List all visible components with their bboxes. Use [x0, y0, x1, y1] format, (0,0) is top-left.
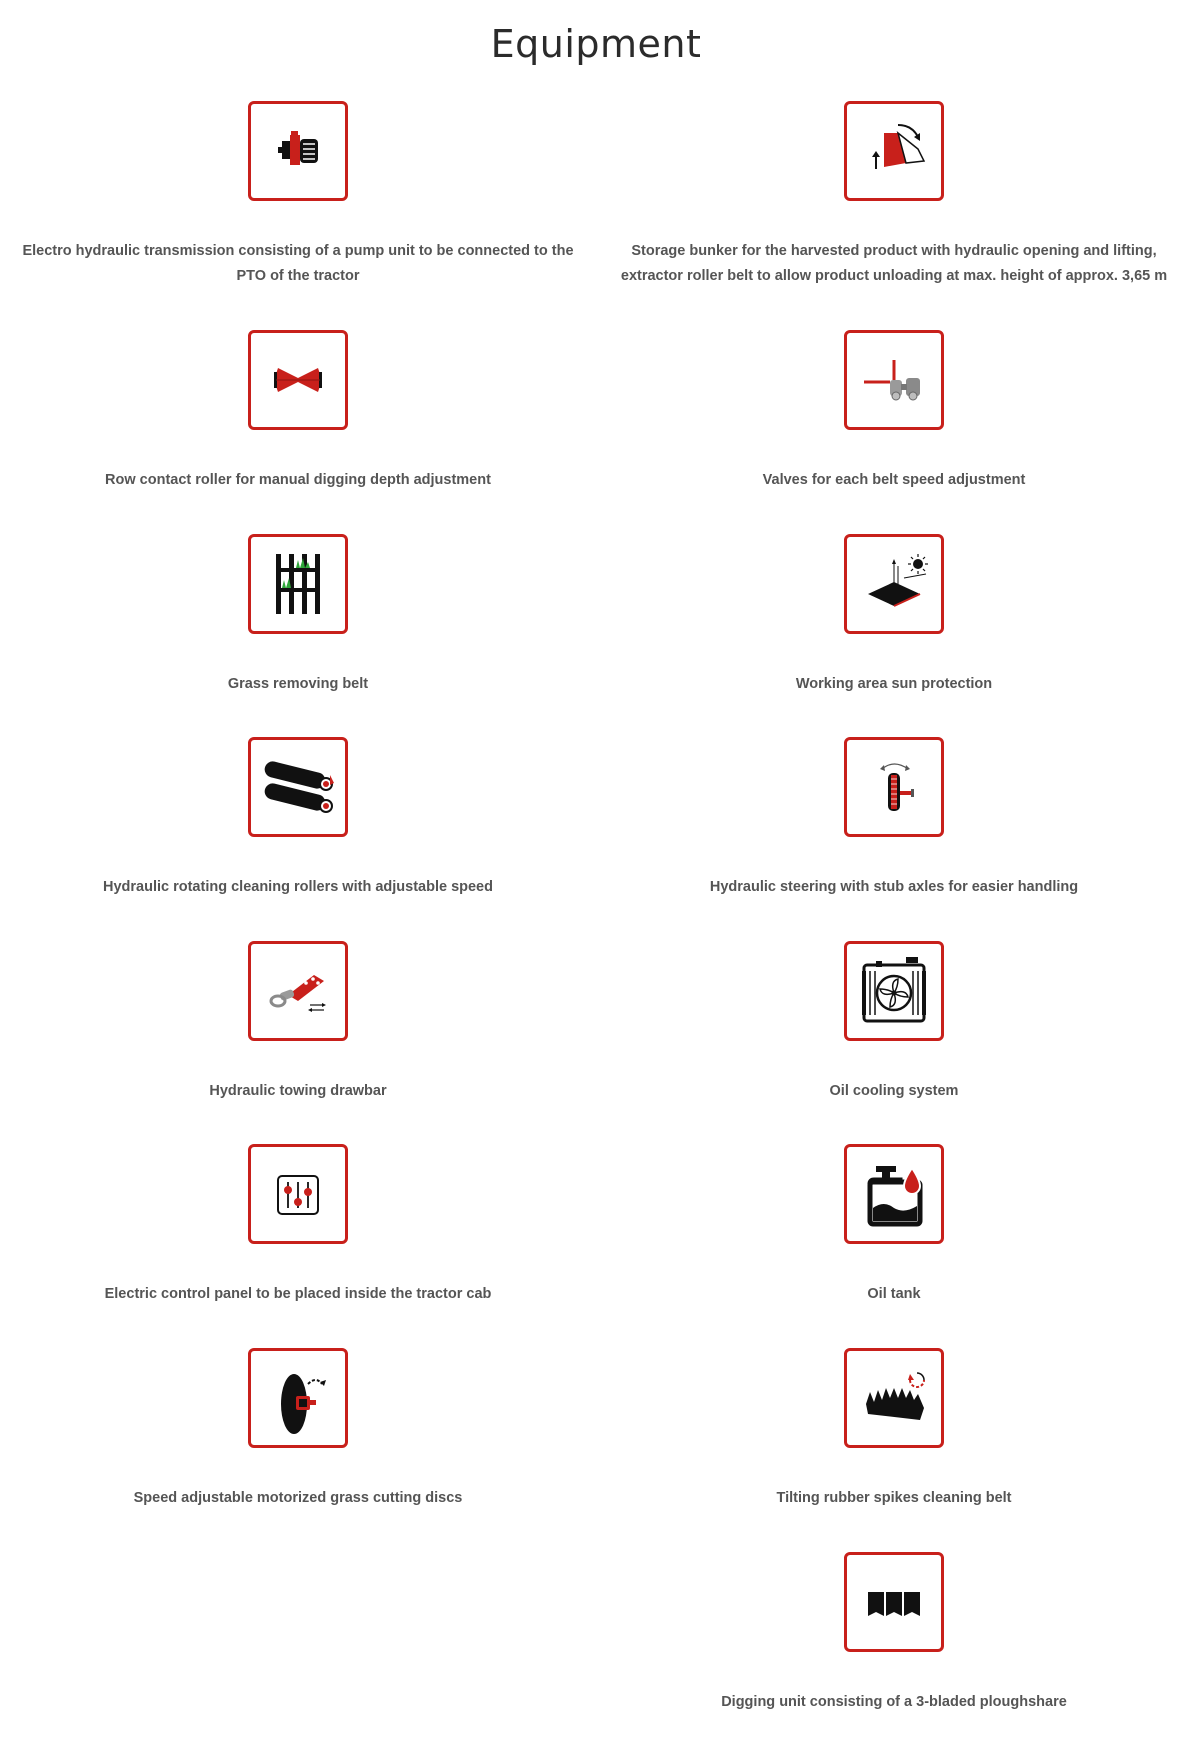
cutting-disc-icon: [248, 1348, 348, 1448]
equipment-item-drawbar: [0, 941, 596, 1104]
equipment-item-valves: [596, 330, 1192, 493]
equipment-item-oil-cooling: [596, 941, 1192, 1104]
equipment-item-cutting-discs: [0, 1348, 596, 1511]
equipment-item-oil-tank: [596, 1144, 1192, 1307]
sun-protection-icon: [844, 534, 944, 634]
equipment-caption: Hydraulic towing drawbar: [209, 1083, 387, 1099]
equipment-caption: Valves for each belt speed adjustment: [762, 472, 1026, 488]
equipment-caption: Hydraulic steering with stub axles for easier handling: [709, 879, 1079, 895]
contact-roller-icon: [248, 330, 348, 430]
equipment-item-spikes-belt: [596, 1348, 1192, 1511]
equipment-item-grass-belt: [0, 534, 596, 697]
equipment-caption: Oil cooling system: [829, 1083, 959, 1099]
equipment-caption: Electric control panel to be placed inside the tractor cab: [104, 1286, 492, 1302]
oil-tank-icon: [844, 1144, 944, 1244]
oil-cooler-icon: [844, 941, 944, 1041]
spikes-belt-icon: [844, 1348, 944, 1448]
towing-drawbar-icon: [248, 941, 348, 1041]
cleaning-rollers-icon: [248, 737, 348, 837]
equipment-item-roller: [0, 330, 596, 493]
steering-axle-icon: [844, 737, 944, 837]
equipment-item-control-panel: [0, 1144, 596, 1307]
equipment-caption: Hydraulic rotating cleaning rollers with adjustable speed: [103, 879, 493, 895]
equipment-caption: Tilting rubber spikes cleaning belt: [776, 1490, 1012, 1506]
equipment-caption: Electro hydraulic transmission consisting of a pump unit to be connected to the PTO of the tractor: [22, 243, 574, 284]
equipment-item-cleaning-rollers: [0, 737, 596, 900]
equipment-caption: Oil tank: [867, 1286, 921, 1302]
grass-belt-icon: [248, 534, 348, 634]
equipment-caption: Storage bunker for the harvested product with hydraulic opening and lifting, extractor roller belt to allow product unloading at max. height of approx. 3,65 m: [620, 243, 1168, 284]
equipment-item-steering: [596, 737, 1192, 900]
storage-bunker-icon: [844, 101, 944, 201]
control-panel-icon: [248, 1144, 348, 1244]
equipment-caption: Row contact roller for manual digging depth adjustment: [105, 472, 491, 488]
equipment-caption: Working area sun protection: [795, 676, 993, 692]
equipment-caption: Grass removing belt: [227, 676, 369, 692]
hydraulic-pump-icon: [248, 101, 348, 201]
ploughshare-icon: [844, 1552, 944, 1652]
valves-icon: [844, 330, 944, 430]
equipment-item-bunker: [596, 101, 1192, 289]
equipment-item-sun-protection: [596, 534, 1192, 697]
equipment-item-ploughshare: [596, 1552, 1192, 1715]
equipment-caption: Digging unit consisting of a 3-bladed ploughshare: [721, 1694, 1067, 1710]
page-title: Equipment: [490, 22, 702, 66]
equipment-caption: Speed adjustable motorized grass cutting discs: [133, 1490, 463, 1506]
equipment-item-pump: [0, 101, 596, 289]
